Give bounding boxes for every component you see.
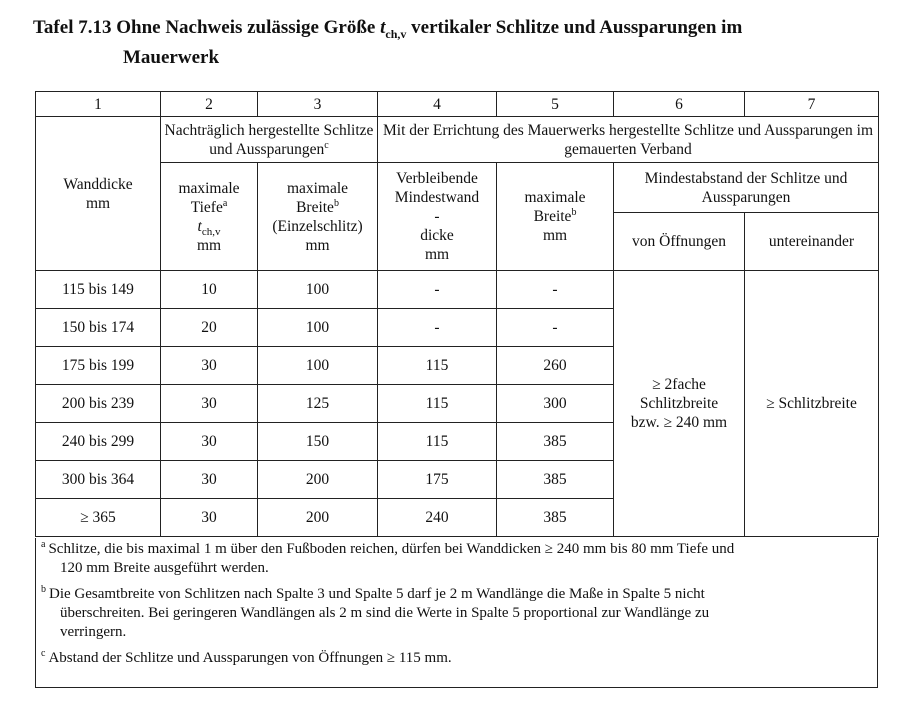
footnote-ref-b: b	[571, 206, 577, 218]
cell-max-depth: 30	[161, 385, 258, 423]
footnote-mark: c	[41, 648, 46, 659]
cell-remaining-wall: 115	[378, 385, 497, 423]
slot-table	[35, 91, 879, 537]
header-group-subsequent-text: Nachträglich hergestellte Schlitze und Aussparungen	[164, 121, 374, 158]
header-remaining-wall-line2: Mindestwand	[394, 189, 480, 206]
header-max-depth-unit: mm	[196, 236, 222, 254]
cell-max-width-single: 200	[258, 499, 378, 537]
footnote-ref-b: b	[333, 197, 339, 209]
header-group-built-in: Mit der Errichtung des Mauerwerks hergestellte Schlitze und Aussparungen im gemauerten Verband	[378, 117, 879, 163]
cell-max-depth: 10	[161, 271, 258, 309]
header-max-width-single	[258, 163, 378, 271]
cell-max-width: -	[497, 271, 614, 309]
header-max-width-line3: (Einzelschlitz)	[272, 217, 363, 235]
footnote-text: verringern.	[60, 624, 127, 640]
cell-wall-thickness: 115 bis 149	[36, 271, 161, 309]
title-prefix: Tafel 7.13 Ohne Nachweis zulässige Größe	[33, 17, 376, 38]
distance-openings-line3: bzw. ≥ 240 mm	[630, 414, 728, 431]
footnote-mark: a	[41, 539, 46, 550]
cell-max-width-single: 125	[258, 385, 378, 423]
header-remaining-wall-line1: Verbleibende	[396, 170, 478, 187]
cell-max-width: 385	[497, 423, 614, 461]
header-row-2	[36, 163, 879, 213]
cell-max-width-single: 100	[258, 271, 378, 309]
cell-wall-thickness: 240 bis 299	[36, 423, 161, 461]
header-max-width-unit: mm	[305, 236, 330, 254]
footnote-text: Die Gesamtbreite von Schlitzen nach Spalte 3 und Spalte 5 darf je 2 m Wandlänge die Maße in Spalte 5 nicht	[49, 586, 705, 602]
header-remaining-wall-line4: dicke	[420, 227, 454, 244]
table-row	[36, 271, 879, 309]
cell-max-width-single: 200	[258, 461, 378, 499]
footnote-a	[41, 540, 871, 578]
header-max-width-line2: Breite	[296, 198, 334, 216]
column-index: 2	[161, 92, 258, 117]
cell-max-depth: 20	[161, 309, 258, 347]
footnote-ref-c: c	[324, 139, 329, 151]
column-index: 1	[36, 92, 161, 117]
header-max-depth-line1: maximale	[178, 179, 240, 197]
header-min-distance: Mindestabstand der Schlitze und Aussparungen	[614, 163, 879, 213]
footnote-ref-a: a	[222, 197, 228, 209]
header-remaining-wall-unit: mm	[424, 246, 450, 263]
cell-wall-thickness: 300 bis 364	[36, 461, 161, 499]
cell-remaining-wall: -	[378, 309, 497, 347]
cell-wall-thickness: ≥ 365	[36, 499, 161, 537]
cell-wall-thickness: 175 bis 199	[36, 347, 161, 385]
title-symbol: t	[380, 17, 386, 38]
header-between-each-other: untereinander	[745, 213, 879, 271]
cell-max-width-single: 150	[258, 423, 378, 461]
header-col5-unit: mm	[542, 227, 568, 244]
column-index-row	[36, 92, 879, 117]
cell-max-depth: 30	[161, 347, 258, 385]
header-max-width	[497, 163, 614, 271]
header-remaining-wall-line3: -	[434, 208, 440, 225]
cell-max-width: 385	[497, 499, 614, 537]
cell-max-width: 300	[497, 385, 614, 423]
header-symbol-sub: ch,v	[201, 225, 221, 238]
header-max-depth	[161, 163, 258, 271]
header-symbol: t	[197, 217, 202, 235]
footnotes	[35, 538, 878, 688]
cell-max-width-single: 100	[258, 309, 378, 347]
table-title	[33, 16, 893, 69]
column-index: 7	[745, 92, 879, 117]
cell-wall-thickness: 150 bis 174	[36, 309, 161, 347]
footnote-mark: b	[41, 584, 46, 595]
column-index: 6	[614, 92, 745, 117]
header-max-depth-line2: Tiefe	[190, 198, 223, 216]
column-index: 4	[378, 92, 497, 117]
cell-max-width: -	[497, 309, 614, 347]
header-group-subsequent	[161, 117, 378, 163]
footnote-text: Abstand der Schlitze und Aussparungen von Öffnungen ≥ 115 mm.	[48, 650, 452, 666]
footnote-c	[41, 649, 871, 668]
cell-remaining-wall: 115	[378, 423, 497, 461]
header-max-width-line1: maximale	[286, 179, 349, 197]
title-line2: Mauerwerk	[123, 46, 220, 68]
footnote-text: überschreiten. Bei geringeren Wandlängen als 2 m sind die Werte in Spalte 5 proportional zur Wandlänge zu	[60, 605, 710, 621]
title-symbol-sub: ch,v	[385, 26, 407, 41]
footnote-b	[41, 585, 871, 642]
cell-max-width: 260	[497, 347, 614, 385]
cell-max-depth: 30	[161, 461, 258, 499]
cell-distance-between: ≥ Schlitzbreite	[745, 271, 879, 537]
header-col5-line2: Breite	[533, 208, 572, 225]
cell-max-depth: 30	[161, 423, 258, 461]
distance-openings-line2: Schlitzbreite	[639, 395, 719, 412]
title-rest: vertikaler Schlitze und Aussparungen im	[411, 17, 743, 38]
column-index: 5	[497, 92, 614, 117]
cell-remaining-wall: 240	[378, 499, 497, 537]
header-wanddicke-unit: mm	[85, 194, 111, 212]
header-from-openings: von Öffnungen	[614, 213, 745, 271]
column-index: 3	[258, 92, 378, 117]
header-wanddicke	[36, 117, 161, 271]
distance-openings-line1: ≥ 2fache	[652, 376, 706, 393]
header-remaining-wall	[378, 163, 497, 271]
header-row-1	[36, 117, 879, 163]
footnote-text: 120 mm Breite ausgeführt werden.	[60, 560, 269, 576]
cell-distance-openings	[614, 271, 745, 537]
cell-max-width-single: 100	[258, 347, 378, 385]
cell-max-width: 385	[497, 461, 614, 499]
cell-max-depth: 30	[161, 499, 258, 537]
cell-remaining-wall: 175	[378, 461, 497, 499]
header-col5-line1: maximale	[524, 189, 586, 206]
cell-remaining-wall: -	[378, 271, 497, 309]
cell-wall-thickness: 200 bis 239	[36, 385, 161, 423]
header-wanddicke-label: Wanddicke	[63, 175, 133, 193]
cell-remaining-wall: 115	[378, 347, 497, 385]
footnote-text: Schlitze, die bis maximal 1 m über den Fußboden reichen, dürfen bei Wanddicken ≥ 240 mm bis 80 mm Tiefe und	[48, 541, 735, 557]
